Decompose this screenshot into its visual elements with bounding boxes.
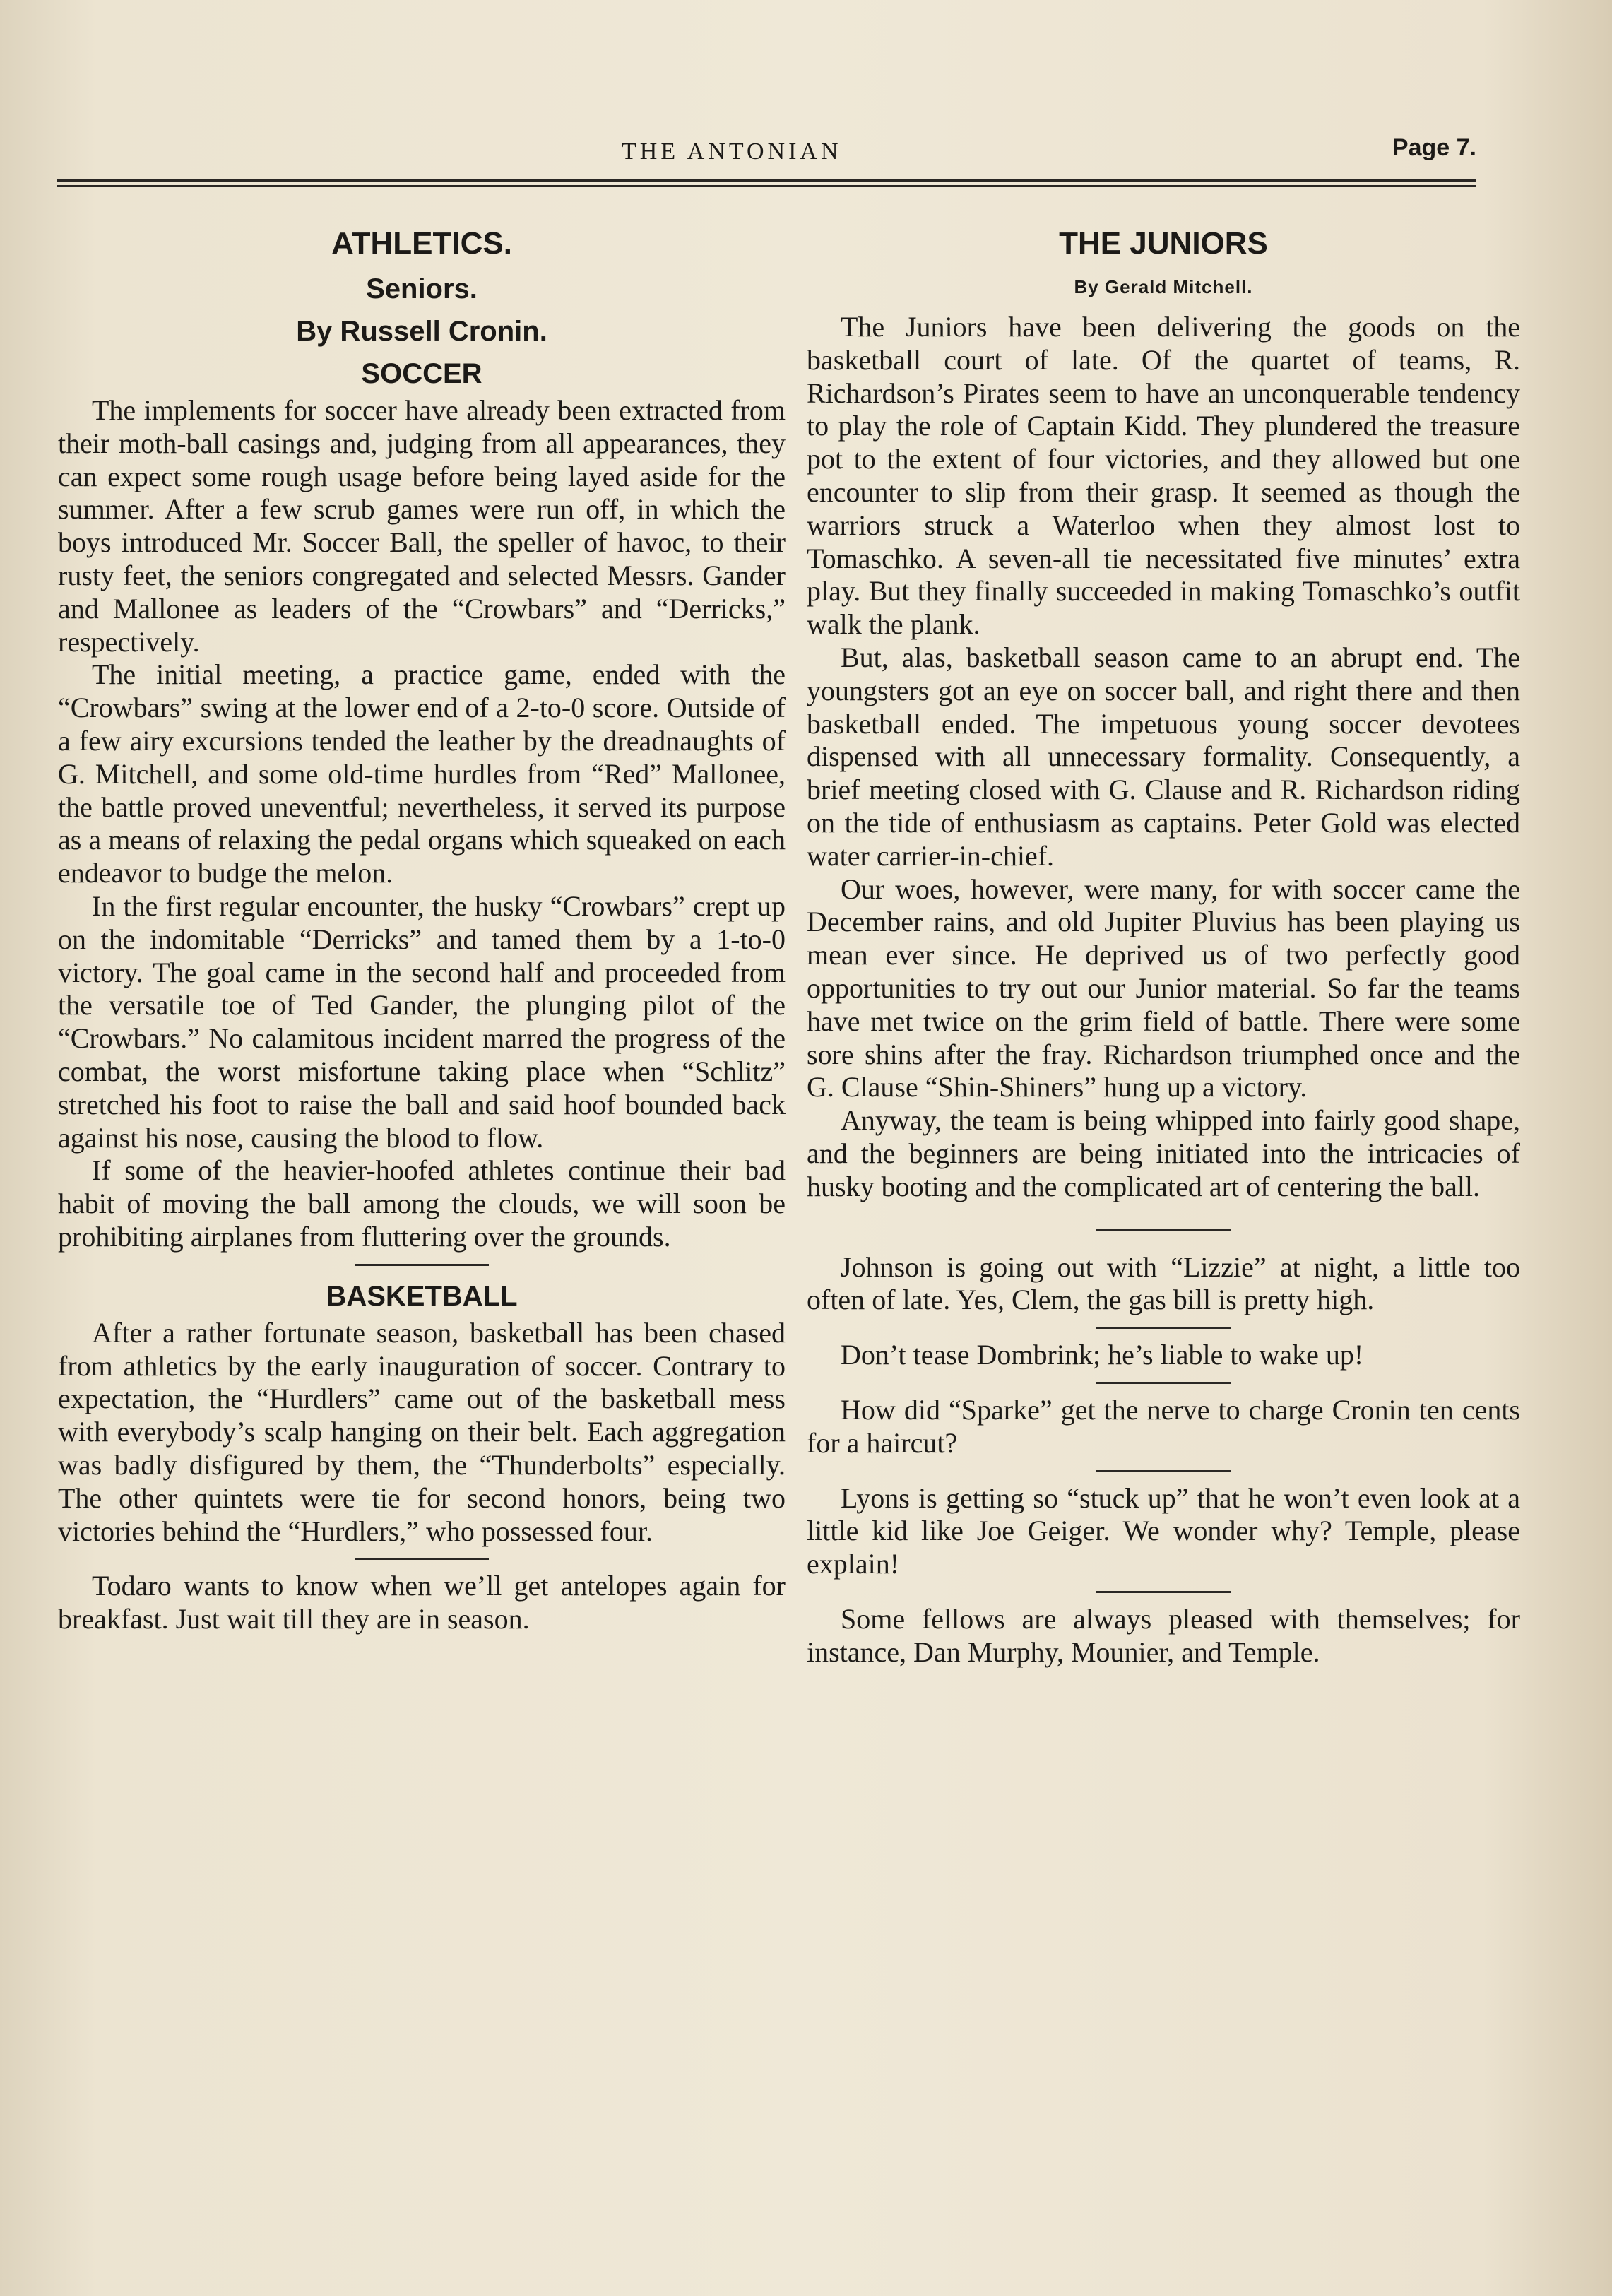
publication-title: THE ANTONIAN	[622, 138, 842, 165]
juniors-paragraph: Our woes, however, were many, for with soccer came the December rains, and old Jupiter Pluvius has been playing us mean ever since. He deprived us of two perfectly good opportunities to try out our Junior material. So far the teams have met twice on the grim field of battle. There were some sore shins after the fray. Richardson triumphed once and the G. Clause “Shin-Shiners” hung up a victory.	[807, 872, 1520, 1103]
header-rule-thin	[57, 185, 1476, 187]
page-number: Page 7.	[1392, 134, 1476, 161]
juniors-paragraph: Anyway, the team is being whipped into fairly good shape, and the beginners are being initiated into the intricacies of husky booting and the complicated art of centering the ball.	[807, 1104, 1520, 1202]
juniors-paragraph: The Juniors have been delivering the goods on the basketball court of late. Of the quartet of teams, R. Richardson’s Pirates seem to have an unconquerable tendency to play the role of Captain Kidd. They plundered the treasure pot to the extent of four victories, and they allowed but one encounter to slip from their grasp. It seemed as though the warriors struck a Waterloo when they almost lost to Tomaschko. A seven-all tie necessitated five minutes’ extra play. But they finally succeeded in making Tomaschko’s outfit walk the plank.	[807, 311, 1520, 641]
section-divider	[1096, 1327, 1231, 1329]
juniors-heading: THE JUNIORS	[1059, 226, 1268, 261]
section-divider	[1096, 1382, 1231, 1384]
soccer-paragraph: In the first regular encounter, the husky “Crowbars” crept up on the indomitable “Derricks” and tamed them by a 1-to-0 victory. The goal came in the second half and proceeded from the versatile toe of Ted Gander, the plunging pilot of the “Crowbars.” No calamitous incident marred the progress of the combat, the worst misfortune taking place when “Schlitz” stretched his foot to raise the ball and said hoof bounded back against his nose, causing the blood to flow.	[58, 889, 786, 1154]
note-paragraph: Todaro wants to know when we’ll get antelopes again for breakfast. Just wait till they are in season.	[58, 1570, 786, 1635]
note-paragraph: Johnson is going out with “Lizzie” at night, a little too often of late. Yes, Clem, the gas bill is pretty high.	[807, 1250, 1520, 1316]
masthead	[57, 134, 1476, 170]
section-divider	[355, 1264, 489, 1266]
note-paragraph: Lyons is getting so “stuck up” that he won’t even look at a little kid like Joe Geiger. We wonder why? Temple, please explain!	[807, 1481, 1520, 1580]
section-divider	[1096, 1470, 1231, 1472]
soccer-paragraph: The initial meeting, a practice game, ended with the “Crowbars” swing at the lower end of a 2-to-0 score. Outside of a few airy excursions tended the leather by the dreadnaughts of G. Mitchell, and some old-time hurdles from “Red” Mallonee, the battle proved uneventful; nevertheless, it served its purpose as a means of relaxing the pedal organs which squeaked on each endeavor to budge the melon.	[58, 658, 786, 889]
soccer-heading: SOCCER	[361, 358, 482, 389]
note-paragraph: How did “Sparke” get the nerve to charge Cronin ten cents for a haircut?	[807, 1393, 1520, 1459]
note-paragraph: Don’t tease Dombrink; he’s liable to wake up!	[841, 1339, 1364, 1371]
juniors-byline: By Gerald Mitchell.	[1074, 276, 1253, 297]
header-rule	[57, 179, 1476, 182]
seniors-subheading: Seniors.	[366, 273, 478, 304]
athletics-byline: By Russell Cronin.	[296, 316, 547, 347]
section-divider	[1096, 1591, 1231, 1593]
juniors-paragraph: But, alas, basketball season came to an abrupt end. The youngsters got an eye on soccer ball, and right there and then basketball ended. The impetuous young soccer devotees dispensed with all unnecessary formality. Consequently, a brief meeting closed with G. Clause and R. Richardson riding on the tide of enthusiasm as captains. Peter Gold was elected water carrier-in-chief.	[807, 641, 1520, 872]
basketball-paragraph: After a rather fortunate season, basketball has been chased from athletics by the early inauguration of soccer. Contrary to expectation, the “Hurdlers” came out of the basketball mess with everybody’s scalp hanging on their belt. Each aggregation was badly disfigured by them, the “Thunderbolts” especially. The other quintets were tie for second honors, being two victories behind the “Hurdlers,” who possessed four.	[58, 1316, 786, 1547]
note-paragraph: Some fellows are always pleased with themselves; for instance, Dan Murphy, Mounier, and Temple.	[807, 1602, 1520, 1668]
basketball-heading: BASKETBALL	[326, 1280, 518, 1312]
section-divider	[355, 1558, 489, 1560]
soccer-paragraph: The implements for soccer have already been extracted from their moth-ball casings and, judging from all appearances, they can expect some rough usage before being layed aside for the summer. After a few scrub games were run off, in which the boys introduced Mr. Soccer Ball, the speller of havoc, to their rusty feet, the seniors congregated and selected Messrs. Gander and Mallonee as leaders of the “Crowbars” and “Derricks,” respectively.	[58, 394, 786, 658]
section-divider	[1096, 1229, 1231, 1231]
athletics-heading: ATHLETICS.	[331, 226, 512, 261]
right-column	[807, 219, 1520, 1669]
left-column	[58, 219, 786, 1636]
soccer-paragraph: If some of the heavier-hoofed athletes continue their bad habit of moving the ball among the clouds, we will soon be prohibiting airplanes from fluttering over the grounds.	[58, 1154, 786, 1253]
